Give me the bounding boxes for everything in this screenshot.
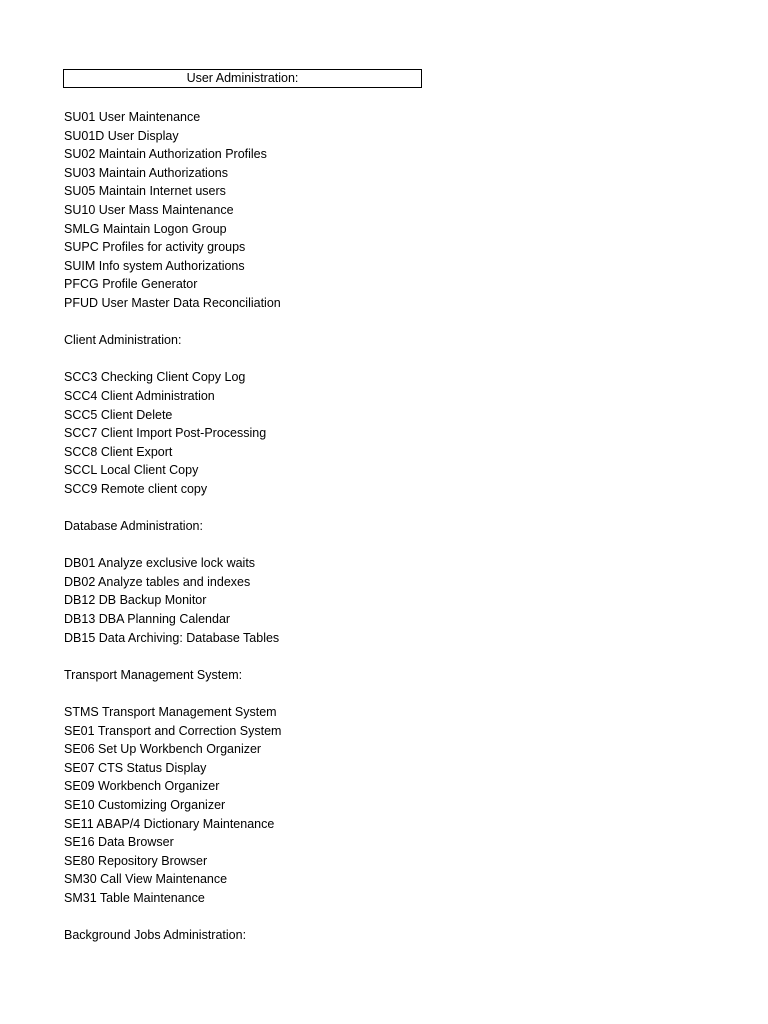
list-item: SCC9 Remote client copy <box>64 481 208 496</box>
spacer <box>64 908 664 927</box>
list-item: STMS Transport Management System <box>64 705 277 719</box>
list-item: SCC3 Checking Client Copy Log <box>64 370 246 385</box>
transaction-list <box>64 108 664 945</box>
spacer <box>64 684 664 703</box>
list-item: SU01 User Maintenance <box>64 110 201 124</box>
list-item: DB02 Analyze tables and indexes <box>64 574 251 589</box>
section-heading: Background Jobs Administration: <box>64 928 247 943</box>
list-item: SCC8 Client Export <box>64 444 173 459</box>
spacer <box>64 313 664 332</box>
list-item: SE01 Transport and Correction System <box>64 723 282 738</box>
spacer <box>64 536 664 555</box>
list-item: SE10 Customizing Organizer <box>64 797 226 812</box>
section-heading: Client Administration: <box>64 333 182 348</box>
list-item: SU01D User Display <box>64 128 179 143</box>
list-item: SE09 Workbench Organizer <box>64 779 220 794</box>
list-item: SUIM Info system Authorizations <box>64 258 245 273</box>
list-item: DB01 Analyze exclusive lock waits <box>64 556 256 571</box>
spacer <box>64 647 664 666</box>
list-item: DB15 Data Archiving: Database Tables <box>64 630 280 645</box>
spacer <box>64 498 664 517</box>
list-item: SCC7 Client Import Post-Processing <box>64 426 267 441</box>
list-item: PFUD User Master Data Reconciliation <box>64 295 281 310</box>
list-item: SU10 User Mass Maintenance <box>64 202 234 217</box>
list-item: SE16 Data Browser <box>64 835 174 850</box>
list-item: SUPC Profiles for activity groups <box>64 240 246 255</box>
list-item: SU03 Maintain Authorizations <box>64 165 228 180</box>
list-item: DB13 DBA Planning Calendar <box>64 612 231 627</box>
list-item: DB12 DB Backup Monitor <box>64 593 207 608</box>
page-title: User Administration: <box>63 69 422 88</box>
list-item: PFCG Profile Generator <box>64 277 198 292</box>
section-heading: Transport Management System: <box>64 667 243 682</box>
section-heading: Database Administration: <box>64 519 203 534</box>
list-item: SCCL Local Client Copy <box>64 463 199 478</box>
list-item: SCC5 Client Delete <box>64 407 173 422</box>
list-item: SM31 Table Maintenance <box>64 890 205 905</box>
list-item: SMLG Maintain Logon Group <box>64 221 227 236</box>
list-item: SM30 Call View Maintenance <box>64 872 228 887</box>
list-item: SE06 Set Up Workbench Organizer <box>64 742 262 757</box>
list-item: SU05 Maintain Internet users <box>64 184 226 199</box>
list-item: SE11 ABAP/4 Dictionary Maintenance <box>64 816 275 831</box>
list-item: SU02 Maintain Authorization Profiles <box>64 147 267 162</box>
list-item: SE80 Repository Browser <box>64 853 208 868</box>
list-item: SE07 CTS Status Display <box>64 760 207 775</box>
list-item: SCC4 Client Administration <box>64 388 215 403</box>
spacer <box>64 350 664 369</box>
